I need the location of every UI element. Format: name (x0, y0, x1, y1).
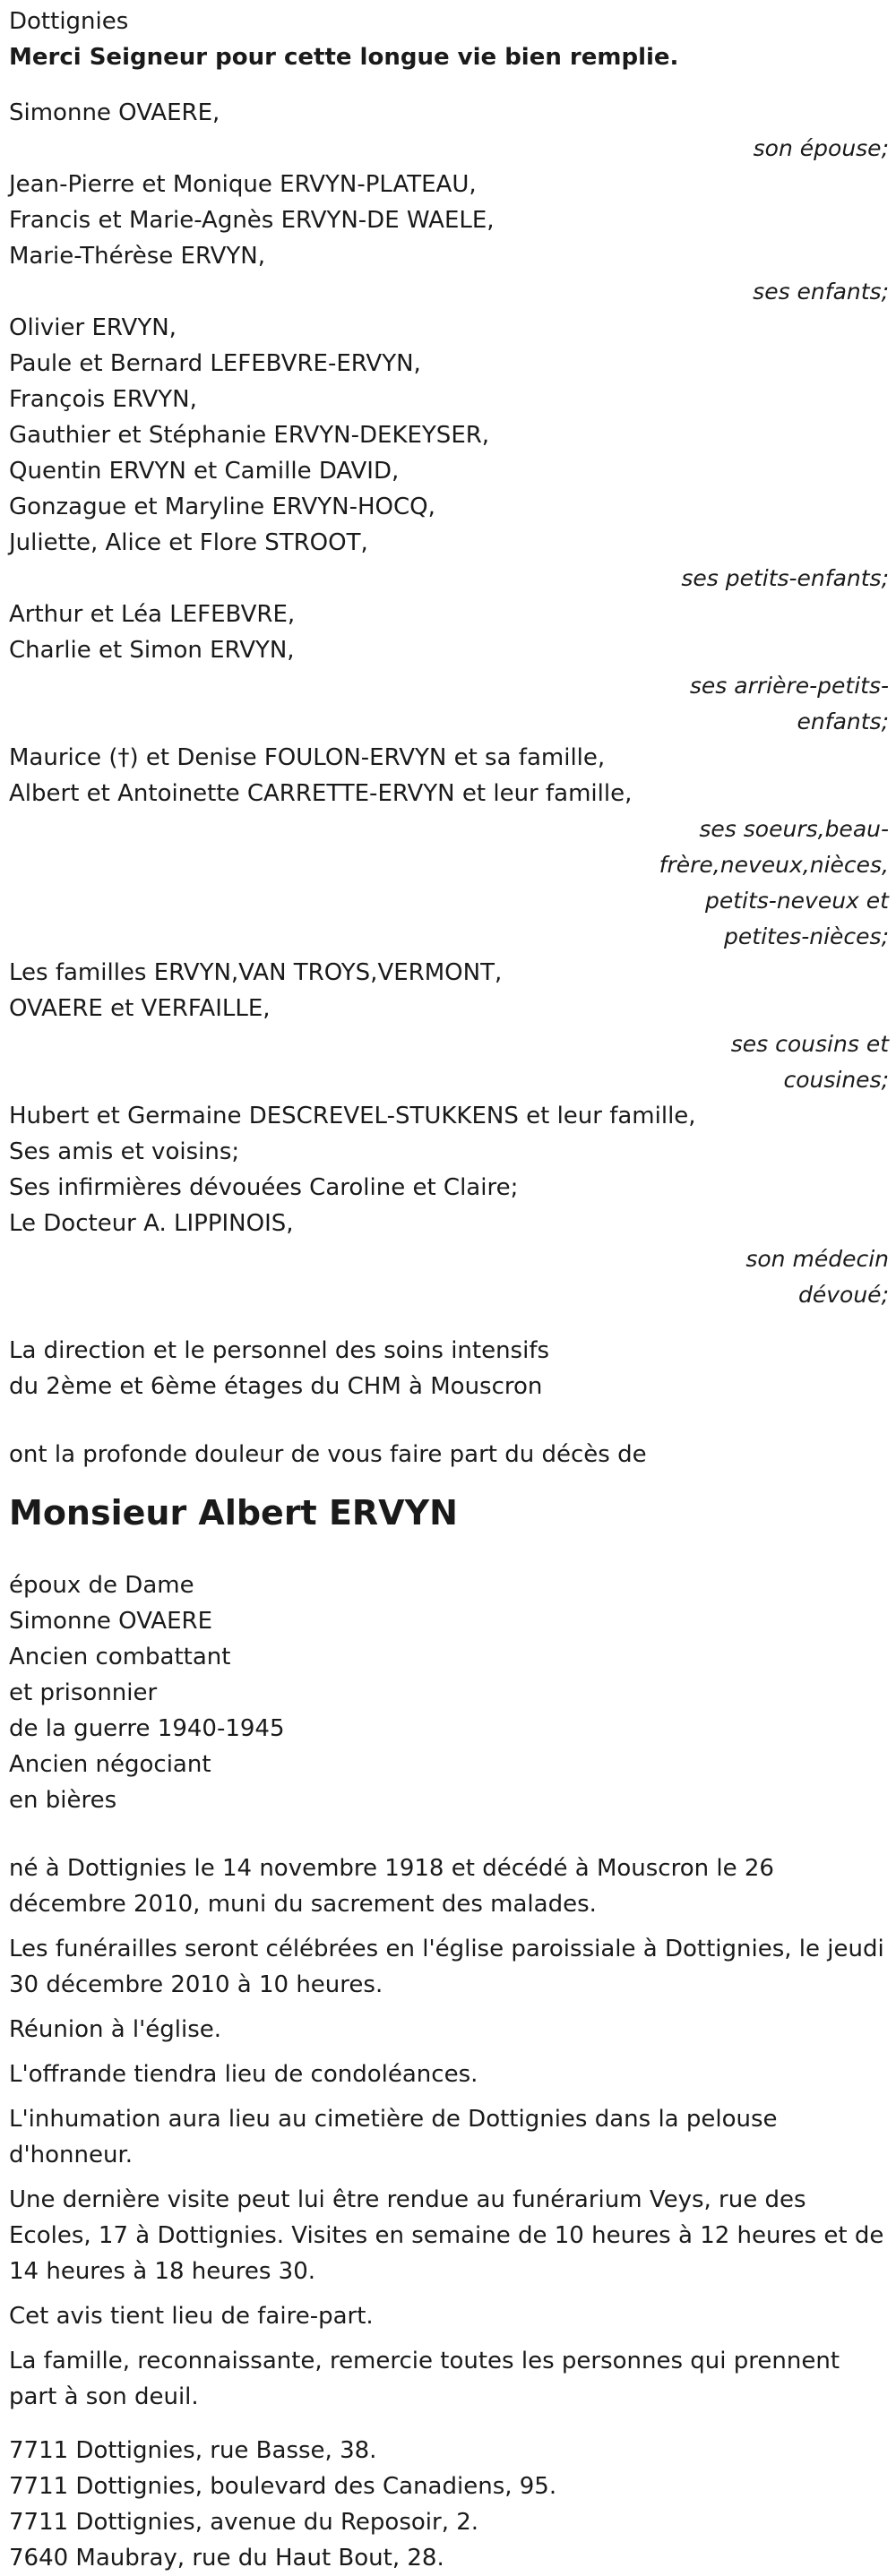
info-paragraph: L'offrande tiendra lieu de condoléances. (9, 2061, 478, 2088)
relation-label: ses cousins et (730, 1031, 889, 1057)
deceased-detail: de la guerre 1940-1945 (9, 1715, 285, 1742)
family-group (9, 167, 889, 310)
relation-label: son médecin (745, 1246, 889, 1272)
deceased-detail: en bières (9, 1787, 117, 1814)
family-member: Le Docteur A. LIPPINOIS, (9, 1210, 294, 1237)
relation-label: ses arrière-petits- (689, 673, 889, 699)
deceased-detail: époux de Dame (9, 1572, 194, 1599)
info-paragraph: L'inhumation aura lieu au cimetière de Dottignies dans la pelouse d'honneur. (9, 2106, 778, 2168)
family-member: Gonzague et Maryline ERVYN-HOCQ, (9, 494, 435, 520)
family-member: Simonne OVAERE, (9, 99, 220, 126)
staff-line: du 2ème et 6ème étages du CHM à Mouscron (9, 1373, 543, 1400)
address-list (9, 2433, 889, 2576)
family-member: Jean-Pierre et Monique ERVYN-PLATEAU, (9, 171, 477, 198)
relation-label: ses petits-enfants; (681, 565, 889, 591)
family-member: Ses infirmières dévouées Caroline et Claire; (9, 1174, 519, 1201)
family-member: OVAERE et VERFAILLE, (9, 995, 271, 1022)
info-paragraph: Réunion à l'église. (9, 2016, 222, 2043)
family-group (9, 310, 889, 597)
family-member: François ERVYN, (9, 386, 197, 413)
relation-label: cousines; (783, 1067, 889, 1093)
address-line: 7640 Maubray, rue du Haut Bout, 28. (9, 2545, 444, 2572)
relation-label: frère,neveux,nièces, (659, 852, 889, 878)
family-member: Ses amis et voisins; (9, 1138, 240, 1165)
address-line: 7711 Dottignies, rue Basse, 38. (9, 2437, 377, 2464)
announcement: ont la profonde douleur de vous faire part du décès de (9, 1441, 647, 1468)
family-list (9, 95, 889, 1313)
address-line: 7711 Dottignies, boulevard des Canadiens, 95. (9, 2473, 557, 2500)
place-heading: Dottignies (9, 8, 129, 35)
info-paragraph: Une dernière visite peut lui être rendue au funérarium Veys, rue des Ecoles, 17 à Dottignies. Visites en semaine de 10 heures à 12 heures et de 14 heures à 18 heures 30. (9, 2186, 884, 2285)
deceased-detail: Ancien négociant (9, 1751, 211, 1778)
obituary-page (0, 4, 896, 2576)
family-group (9, 1098, 889, 1313)
info-paragraph: né à Dottignies le 14 novembre 1918 et décédé à Mouscron le 26 décembre 2010, muni du sacrement des malades. (9, 1855, 774, 1918)
funeral-info (9, 1850, 889, 2415)
family-group (9, 597, 889, 740)
address-line: 7711 Dottignies, avenue du Reposoir, 2. (9, 2509, 479, 2536)
family-member: Hubert et Germaine DESCREVEL-STUKKENS et leur famille, (9, 1103, 696, 1129)
family-member: Olivier ERVYN, (9, 314, 177, 341)
relation-label: son épouse; (753, 135, 889, 161)
family-member: Les familles ERVYN,VAN TROYS,VERMONT, (9, 959, 503, 986)
info-paragraph: Les funérailles seront célébrées en l'église paroissiale à Dottignies, le jeudi 30 décembre 2010 à 10 heures. (9, 1936, 884, 1998)
family-member: Paule et Bernard LEFEBVRE-ERVYN, (9, 350, 421, 377)
family-member: Charlie et Simon ERVYN, (9, 637, 295, 664)
info-paragraph: La famille, reconnaissante, remercie toutes les personnes qui prennent part à son deuil. (9, 2348, 840, 2410)
intro-line: Merci Seigneur pour cette longue vie bien remplie. (9, 44, 679, 71)
relation-label: ses soeurs,beau- (699, 816, 889, 842)
family-group (9, 95, 889, 167)
family-member: Francis et Marie-Agnès ERVYN-DE WAELE, (9, 207, 495, 234)
family-member: Quentin ERVYN et Camille DAVID, (9, 458, 400, 485)
deceased-detail: Ancien combattant (9, 1644, 231, 1670)
staff-line: La direction et le personnel des soins intensifs (9, 1337, 550, 1364)
family-member: Gauthier et Stéphanie ERVYN-DEKEYSER, (9, 422, 490, 449)
family-member: Marie-Thérèse ERVYN, (9, 243, 265, 270)
family-member: Juliette, Alice et Flore STROOT, (9, 529, 368, 556)
deceased-name: Monsieur Albert ERVYN (9, 1493, 458, 1533)
deceased-detail: et prisonnier (9, 1679, 158, 1706)
family-group (9, 955, 889, 1098)
relation-label: ses enfants; (753, 279, 889, 305)
info-paragraph: Cet avis tient lieu de faire-part. (9, 2303, 374, 2330)
family-member: Arthur et Léa LEFEBVRE, (9, 601, 296, 628)
relation-label: petits-neveux et (704, 888, 889, 914)
deceased-details (9, 1567, 889, 1818)
relation-label: dévoué; (798, 1282, 889, 1308)
family-member: Albert et Antoinette CARRETTE-ERVYN et leur famille, (9, 780, 633, 807)
family-member: Maurice (†) et Denise FOULON-ERVYN et sa famille, (9, 744, 606, 771)
relation-label: petites-nièces; (724, 923, 889, 949)
relation-label: enfants; (797, 708, 889, 734)
deceased-detail: Simonne OVAERE (9, 1608, 213, 1635)
family-group (9, 740, 889, 955)
